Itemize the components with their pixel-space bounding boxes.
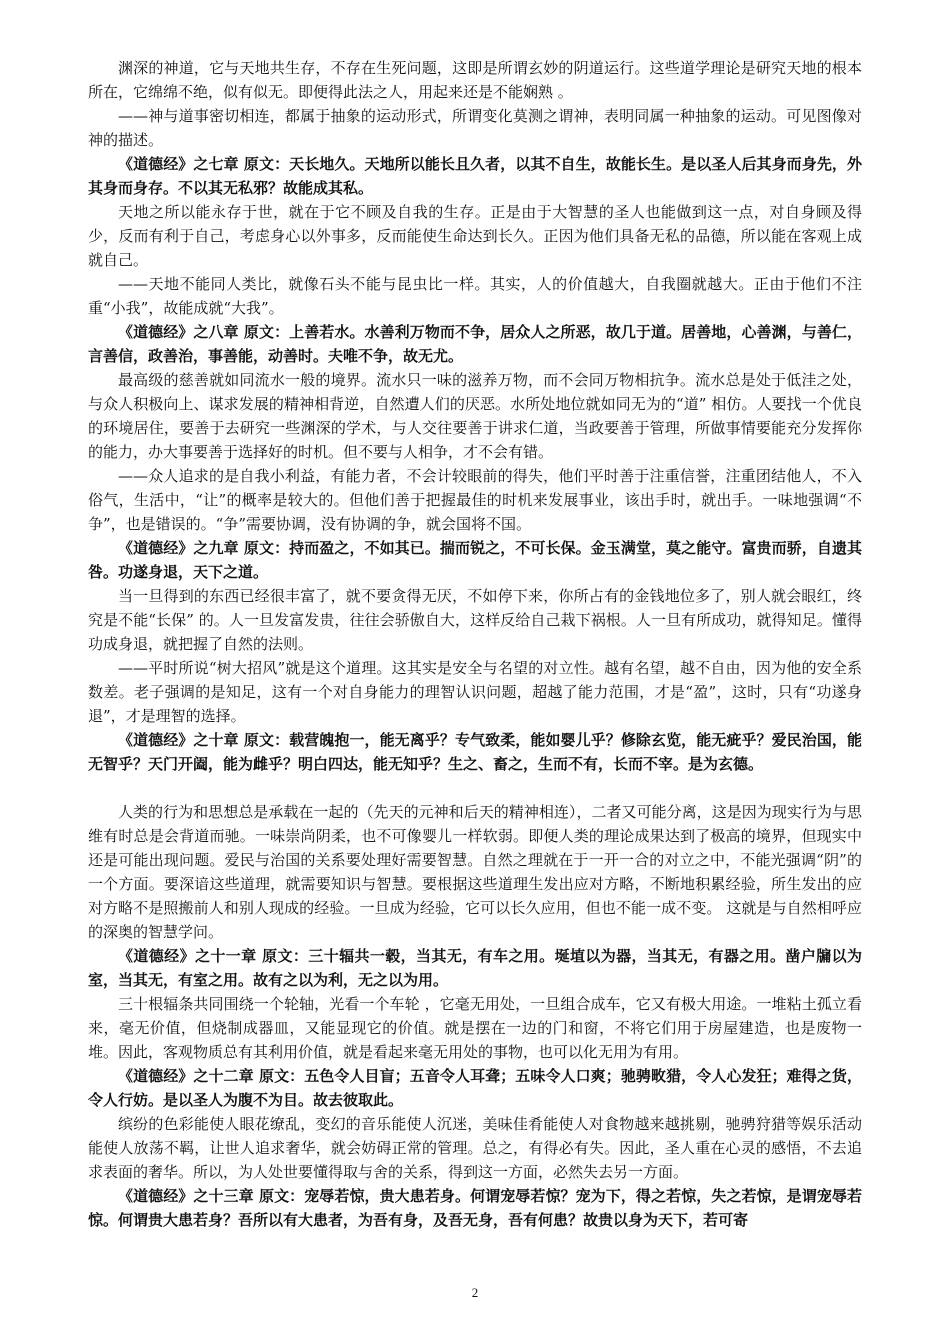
paragraph-14: 人类的行为和思想总是承载在一起的（先天的元神和后天的精神相连），二者又可能分离，这是因为现实行为与思维有时总是会背道而驰。一味崇尚阴柔，也不可像婴儿一样软弱。即便人类的理论成果达到了极高的境界，但现实中还是可能出现问题。爱民与治国的关系要处理好需要智慧。自然之理就在于一开一合的对立之中，不能光强调“阴”的一个方面。要深谙这些道理，就需要知识与智慧。要根据这些道理生发出应对方略，不断地积累经验，所生发出的应对方略不是照搬前人和别人现成的经验。一旦成为经验，它可以长久应用，但也不能一成不变。 这就是与自然相呼应的深奥的智慧学问。 (88, 803, 862, 941)
paragraph-5: ——天地不能同人类比，就像石头不能与昆虫比一样。其实，人的价值越大，自我圈就越大。正由于他们不注重“小我”，故能成就“大我”。 (88, 275, 862, 317)
chapter-12-original-text: 《道德经》之十二章 原文：五色令人目盲；五音令人耳聋；五味令人口爽；驰骋畋猎，令人心发狂；难得之货，令人行妨。是以圣人为腹不为目。故去彼取此。 (88, 1067, 862, 1109)
paragraph-4: 天地之所以能永存于世，就在于它不顾及自我的生存。正是由于大智慧的圣人也能做到这一点，对自身顾及得少，反而有利于自己，考虑身心以外事多，反而能使生命达到长久。正因为他们具备无私的品德，所以能在客观上成就自己。 (88, 203, 862, 269)
chapter-9-original-text: 《道德经》之九章 原文：持而盈之，不如其已。揣而锐之，不可长保。金玉满堂，莫之能守。富贵而骄，自遗其咎。功遂身退，天下之道。 (88, 539, 862, 581)
document-body (88, 56, 862, 1232)
paragraph-10: 当一旦得到的东西已经很丰富了，就不要贪得无厌，不如停下来，你所占有的金钱地位多了，别人就会眼红，终究是不能“长保” 的。人一旦发富发贵，往往会骄傲自大，这样反给自己栽下祸根。人一旦有所成功，就得知足。懂得功成身退，就把握了自然的法则。 (88, 587, 862, 653)
paragraph-7: 最高级的慈善就如同流水一般的境界。流水只一味的滋养万物，而不会同万物相抗争。流水总是处于低洼之处，与众人积极向上、谋求发展的精神相背逆，自然遭人们的厌恶。水所处地位就如同无为的“道” 相仿。人要找一个优良的环境居住，要善于去研究一些渊深的学术，与人交往要善于讲求仁道，当政要善于管理，所做事情要能充分发挥你的能力，办大事要善于选择好的时机。但不要与人相争，才不会有错。 (88, 371, 862, 461)
page-number: 2 (471, 1285, 479, 1300)
paragraph-1: 渊深的神道，它与天地共生存，不存在生死问题，这即是所谓玄妙的阴道运行。这些道学理论是研究天地的根本所在，它绵绵不绝，似有似无。即便得此法之人，用起来还是不能娴熟 。 (88, 59, 862, 101)
chapter-10-original-text: 《道德经》之十章 原文：载营魄抱一，能无离乎？专气致柔，能如婴儿乎？修除玄览，能无疵乎？爱民治国，能无智乎？天门开阖，能为雌乎？明白四达，能无知乎？生之、畜之，生而不有，长而不宰。是为玄德。 (88, 731, 862, 773)
blank-line (88, 776, 862, 800)
paragraph-16: 三十根辐条共同围绕一个轮轴，光看一个车轮 ，它毫无用处，一旦组合成车，它又有极大用途。一堆粘土孤立看来，毫无价值，但烧制成器皿，又能显现它的价值。就是摆在一边的门和窗，不将它们用于房屋建造，也是废物一堆。因此，客观物质总有其利用价值，就是看起来毫无用处的事物，也可以化无用为有用。 (88, 995, 862, 1061)
paragraph-18: 缤纷的色彩能使人眼花缭乱，变幻的音乐能使人沉迷，美味佳肴能使人对食物越来越挑剔，驰骋狩猎等娱乐活动能使人放荡不羁，让世人追求奢华，就会妨碍正常的管理。总之，有得必有失。因此，圣人重在心灵的感悟，不去追求表面的奢华。所以，为人处世要懂得取与舍的关系，得到这一方面，必然失去另一方面。 (88, 1115, 862, 1181)
chapter-11-original-text: 《道德经》之十一章 原文：三十辐共一毂，当其无，有车之用。埏埴以为器，当其无，有器之用。凿户牖以为室，当其无，有室之用。故有之以为利，无之以为用。 (88, 947, 862, 989)
chapter-7-original-text: 《道德经》之七章 原文：天长地久。天地所以能长且久者，以其不自生，故能长生。是以圣人后其身而身先，外其身而身存。不以其无私邪？故能成其私。 (88, 155, 862, 197)
paragraph-11: ——平时所说“树大招风”就是这个道理。这其实是安全与名望的对立性。越有名望，越不自由，因为他的安全系数差。老子强调的是知足，这有一个对自身能力的理智认识问题，超越了能力范围，才是“盈”，这时，只有“功遂身退”，才是理智的选择。 (88, 659, 862, 725)
chapter-13-original-text: 《道德经》之十三章 原文：宠辱若惊，贵大患若身。何谓宠辱若惊？宠为下，得之若惊，失之若惊，是谓宠辱若惊。何谓贵大患若身？吾所以有大患者，为吾有身，及吾无身，吾有何患？故贵以身为天下，若可寄 (88, 1187, 862, 1229)
paragraph-2: ——神与道事密切相连，都属于抽象的运动形式，所谓变化莫测之谓神，表明同属一种抽象的运动。可见图像对神的描述。 (88, 107, 862, 149)
chapter-8-original-text: 《道德经》之八章 原文：上善若水。水善利万物而不争，居众人之所恶，故几于道。居善地，心善渊，与善仁，言善信，政善治，事善能，动善时。夫唯不争，故无尤。 (88, 323, 862, 365)
paragraph-8: ——众人追求的是自我小利益，有能力者，不会计较眼前的得失，他们平时善于注重信誉，注重团结他人，不入俗气，生活中，“让”的概率是较大的。但他们善于把握最佳的时机来发展事业，该出手时，就出手。一味地强调“不争”，也是错误的。“争”需要协调，没有协调的争，就会国将不国。 (88, 467, 862, 533)
